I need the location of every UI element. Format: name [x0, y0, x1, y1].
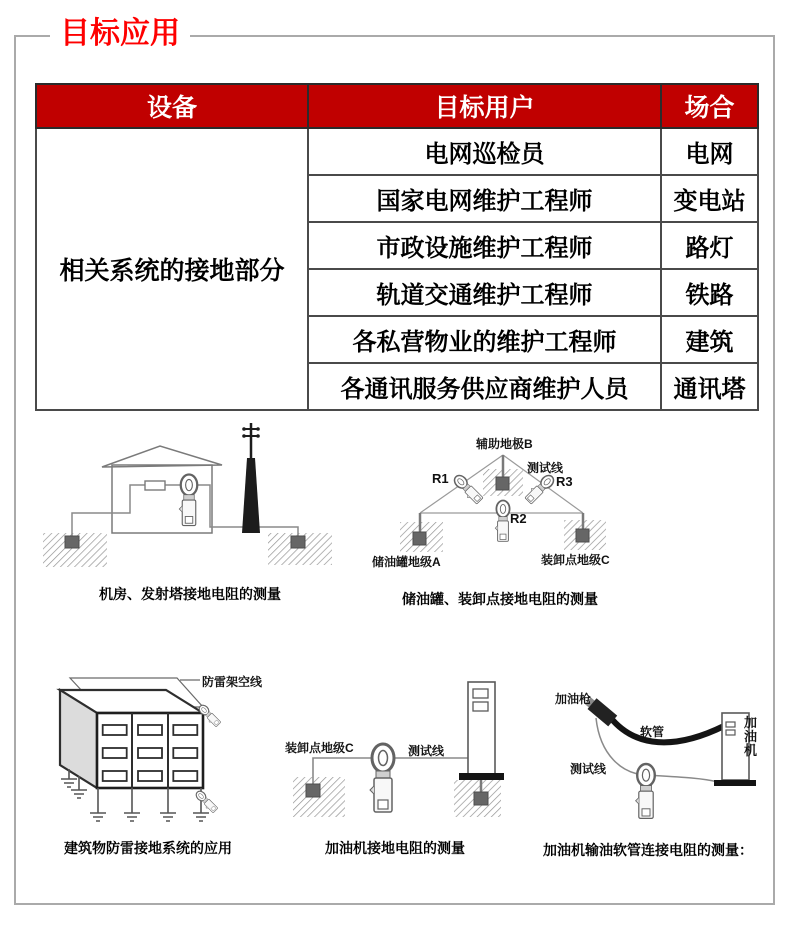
- user-cell: 各通讯服务供应商维护人员: [308, 363, 661, 410]
- clamp-meter-icon: [370, 744, 394, 812]
- diagram-room-tower: [40, 410, 360, 610]
- dispenser-display: [726, 722, 735, 727]
- user-cell: 各私营物业的维护工程师: [308, 316, 661, 363]
- hose-line: [610, 717, 724, 742]
- diagram-hose: [540, 670, 790, 870]
- diagram-oil-tank: [370, 425, 700, 620]
- resistor-icon: [145, 481, 165, 490]
- label-r1: R1: [432, 471, 449, 486]
- clamp-meter-icon: [179, 475, 197, 526]
- table-row: [36, 128, 758, 175]
- building-windows: [103, 725, 198, 781]
- target-application-table: [35, 83, 759, 411]
- room-tower-drawing: [40, 410, 360, 610]
- clamp-meter-icon: [194, 789, 219, 814]
- label-aux-electrode-b: 辅助地极B: [476, 437, 533, 451]
- antenna-tower-icon: [242, 458, 260, 533]
- label-test-line: 测试线: [570, 762, 607, 776]
- antenna-knob: [256, 434, 260, 438]
- occasion-cell: 电网: [661, 128, 758, 175]
- col-header-users: 目标用户: [308, 84, 661, 128]
- label-nozzle: 加油枪: [555, 692, 592, 706]
- house-roof: [102, 446, 222, 467]
- page-title: 目标应用: [50, 12, 190, 56]
- ground-electrode-icon: [65, 536, 79, 548]
- header-row: [36, 84, 758, 128]
- dispenser-display: [473, 702, 488, 711]
- label-test-line: 测试线: [408, 744, 445, 758]
- user-cell: 国家电网维护工程师: [308, 175, 661, 222]
- occasion-cell: 铁路: [661, 269, 758, 316]
- house-walls: [112, 465, 212, 533]
- occasion-cell: 建筑: [661, 316, 758, 363]
- col-header-occasion: 场合: [661, 84, 758, 128]
- antenna-knob: [256, 427, 260, 431]
- label-overhead-line: 防雷架空线: [202, 675, 263, 689]
- ground-electrode-icon: [474, 792, 488, 805]
- user-cell: 轨道交通维护工程师: [308, 269, 661, 316]
- dispenser-display: [726, 730, 735, 735]
- diagram-caption: 加油机接地电阻的测量: [325, 840, 465, 856]
- dispenser-base: [459, 773, 504, 780]
- clamp-meter-icon: [495, 501, 509, 542]
- ground-electrode-icon: [576, 529, 589, 542]
- diagram-caption: 机房、发射塔接地电阻的测量: [99, 586, 281, 602]
- ground-electrode-icon: [306, 784, 320, 797]
- label-r2: R2: [510, 511, 527, 526]
- diagram-caption: 建筑物防雷接地系统的应用: [64, 840, 232, 856]
- label-test-line: 测试线: [527, 461, 564, 475]
- occasion-cell: 变电站: [661, 175, 758, 222]
- ground-electrode-icon: [291, 536, 305, 548]
- diagram-caption: 加油机输油软管连接电阻的测量：: [543, 842, 753, 858]
- label-electrode-c: 装卸点地级C: [285, 741, 354, 755]
- occasion-cell: 路灯: [661, 222, 758, 269]
- ground-electrode-icon: [413, 532, 426, 545]
- clamp-meter-icon: [451, 473, 484, 506]
- occasion-cell: 通讯塔: [661, 363, 758, 410]
- diagram-building: [40, 655, 290, 870]
- label-dispenser: 加油机: [743, 715, 757, 758]
- clamp-meter-icon: [524, 472, 557, 505]
- dispenser-display: [473, 689, 488, 698]
- label-r3: R3: [556, 474, 573, 489]
- dispenser-base: [714, 780, 756, 786]
- col-header-device: 设备: [36, 84, 308, 128]
- clamp-meter-icon: [636, 764, 655, 818]
- antenna-knob: [242, 434, 246, 438]
- user-cell: 市政设施维护工程师: [308, 222, 661, 269]
- ground-electrode-icon: [496, 477, 509, 490]
- antenna-knob: [242, 427, 246, 431]
- label-electrode-c: 装卸点地级C: [541, 553, 610, 567]
- label-electrode-a: 储油罐地级A: [372, 555, 441, 569]
- diagram-dispenser: [280, 660, 530, 870]
- diagram-caption: 储油罐、装卸点接地电阻的测量: [402, 591, 598, 607]
- user-cell: 电网巡检员: [308, 128, 661, 175]
- label-hose: 软管: [640, 725, 665, 739]
- device-cell: 相关系统的接地部分: [36, 128, 308, 410]
